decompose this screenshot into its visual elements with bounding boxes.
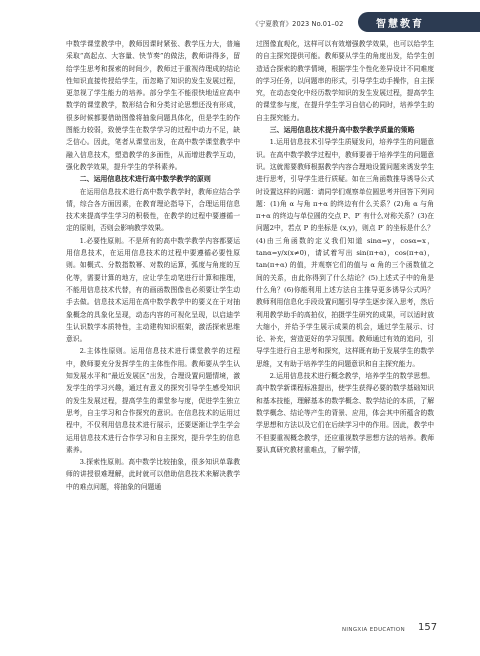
paragraph: 过图像直观化，这样可以有效增强教学效果，也可以给学生的自主探究提供可能。教师要从学生的角度出发，给学生创造适合探索的教学情境，根据学生个性化差异设计不同难度的学习任务，以问题串的形式，引导学生动手操作，自主探究，在动态变化中经历数学知识的发生发展过程，提高学生的课堂参与度，在提升学生学习自信心的同时，培养学生的自主探究能力。	[256, 40, 434, 122]
paragraph: 在运用信息技术进行高中数学教学时，教师应结合学情，综合各方面因素，在教育理论指导下，合理运用信息技术来提高学生学习的积极性，在教学的过程中要遵循一定的原则，否则会影响教学效果。	[66, 187, 240, 233]
right-column	[256, 38, 434, 456]
paragraph: 1.运用信息技术引导学生质疑发问，培养学生的问题意识。在高中数学教学过程中，教师要善于培养学生的问题意识。这就需要教师根据教学内容合理地设置问题来诱发学生进行思考，引导学生进行质疑。如在三角函数推导诱导公式时设置这样的问题：请同学们观察单位圆思考并回答下列问题：(1)角 α 与角 π+α 的终边有什么关系？(2)角 α 与角 π+α 的终边与单位圆的交点 P、P′ 有什么对称关系？(3)在问题2中，若点 P 的坐标是 (x,y)，则点 P′ 的坐标是什么？(4)由三角函数的定义我们知道 sinα=y，cosα=x，tanα=y/x(x≠0)，请试着写出 sin(π+α)，cos(π+α)，tan(π+α) 的值，并观察它们的值与 α 角的三个函数值之间的关系，由此你得到了什么结论？(5)上述式子中的角是什么角？(6)你能利用上述方法自主推导更多诱导公式吗？教师利用信息化手段设置问题引导学生逐步深入思考，然后利用教学助手的高拍仪，拍摄学生研究的成果，可以适时放大缩小，并给予学生展示成果的机会，通过学生展示、讨论、补充，营造更好的学习氛围。教师通过有效的追问，引导学生进行自主思考和探究，这样既有助于发展学生的数学思维，又有助于培养学生的问题意识和自主探究能力。	[256, 138, 434, 368]
section-heading: 三、运用信息技术提升高中数学教学质量的策略	[269, 126, 415, 135]
paragraph: 2.运用信息技术进行概念教学，培养学生的数学思想。高中数学新课程标准提出，使学生获得必要的数学基础知识和基本技能，理解基本的数学概念、数学结论的本质，了解数学概念、结论等产生的背景、应用，体会其中所蕴含的数学思想和方法以及它们在后续学习中的作用。因此，教学中不但要重视概念教学，还应重视数学思想方法的培养。教师要认真研究教材重难点，了解学情，	[256, 372, 434, 454]
journal-issue: 《宁夏教育》2023 No.01–02	[252, 20, 344, 28]
paragraph: 中数学课堂教学中，教师因课时紧张、教学压力大，普遍采取“高起点、大容量、快节奏”的做法，教师讲得多，留给学生思考和探索的时间少，教师过于重视待理成的结论性知识直接传授给学生，而忽略了知识的发生发展过程，更忽视了学生能力的培养。部分学生不能很快地适应高中数学的课堂教学，数形结合和分类讨论思想还没有形成，很多时候都要借助图像将抽象问题具体化，但是学生的作图能力较弱，致使学生在数学学习的过程中动力不足，缺乏信心。因此，笔者从课堂出发，在高中数学课堂教学中融入信息技术，塑造教学的多面性，从而增进教学互动，强化教学效果，提升学生的学科素养。	[66, 40, 240, 171]
journal-name-en: NINGXIA EDUCATION	[342, 627, 406, 633]
left-column	[66, 38, 240, 493]
page-footer	[300, 620, 450, 640]
paragraph: 3.探索性原则。高中数学比较抽象，很多知识单靠教师的讲授很难理解，此时就可以借助信息技术来解决教学中的难点问题，将抽象的问题通	[66, 458, 240, 491]
section-badge-bar	[442, 12, 480, 32]
page-number: 157	[418, 622, 438, 633]
paragraph: 2.主体性原则。运用信息技术进行课堂教学的过程中，教师要充分发挥学生的主体性作用。教师要从学生认知发展水平和“最近发展区”出发，合理设置问题情境，激发学生的学习兴趣，通过有意义的探究引导学生感受知识的发生发展过程，提高学生的课堂参与度，促进学生独立思考，自主学习和合作探究的意识。在信息技术的运用过程中，不仅利用信息技术进行展示，还要逐渐让学生学会运用信息技术进行合作学习和自主探究，提升学生的信息素养。	[66, 347, 240, 454]
section-heading: 二、运用信息技术进行高中数学教学的原则	[79, 175, 211, 184]
section-badge: 智慧教育	[358, 12, 442, 32]
paragraph: 1.必要性原则。不是所有的高中数学教学内容都要运用信息技术，在运用信息技术的过程中要遵循必要性原则。如概式、分数指数幂、对数的运算，弧度与角度的互化等，需要计算的地方，应让学生动笔进行计算和推理，不能用信息技术代替，有的画函数图像也必须要让学生动手去做。信息技术运用在高中数学教学中的要义在于对抽象概念的具象化呈现，动态内容的可视化呈现，以启迪学生认识数学本质特性，主动建构知识框架，激活探索思维意识。	[66, 236, 240, 344]
